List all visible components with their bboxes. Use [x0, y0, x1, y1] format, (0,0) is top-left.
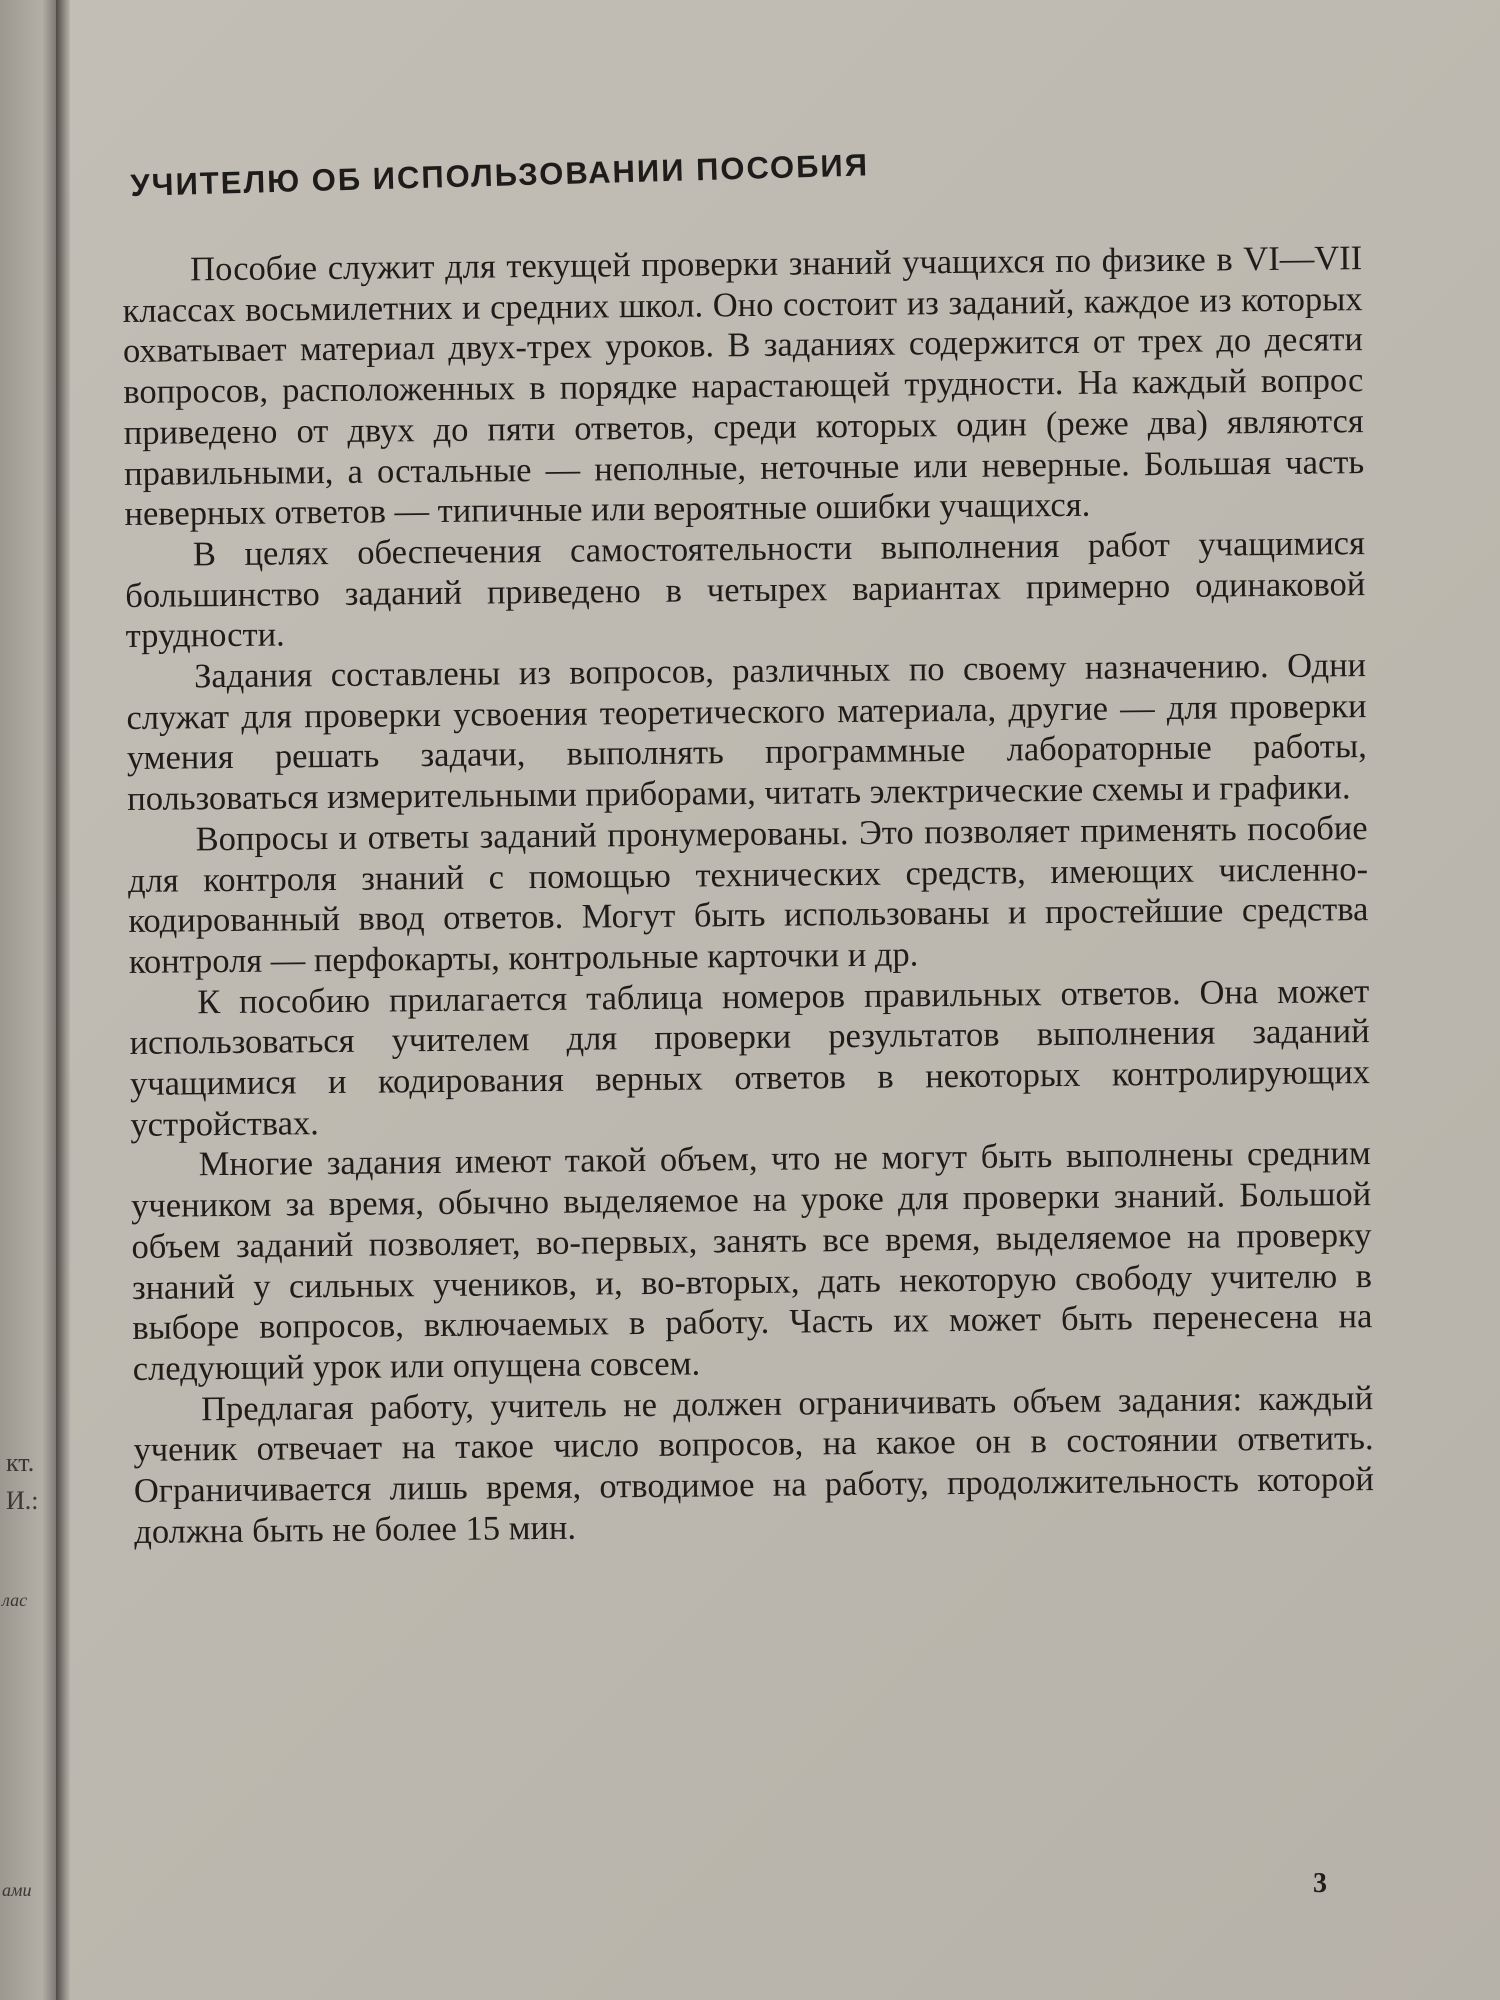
paragraph: Пособие служит для текущей проверки знаний учащихся по физике в VI—VII классах восьмилетних и средних школ. Оно состоит из заданий, каждое из которых охватывает материал двух-трех уроков. В заданиях содержится от трех до десяти вопросов, расположенных в порядке нарастающей трудности. На каждый вопрос приведено от двух до пяти ответов, среди которых один (реже два) являются правильными, а остальные — неполные, неточные или неверные. Большая часть неверных ответов — типичные или вероятные ошибки учащихся.	[122, 239, 1365, 534]
paragraph: Задания составлены из вопросов, различных по своему назначению. Одни служат для проверки усвоения теоретического материала, другие — для проверки умения решать задачи, выполнять программные лабораторные работы, пользоваться измерительными приборами, читать электрические схемы и графики.	[126, 646, 1368, 819]
paragraph: Предлагая работу, учитель не должен ограничивать объем задания: каждый ученик отвечает на такое число вопросов, на какое он в состоянии ответить. Ограничивается лишь время, отводимое на работу, продолжительность которой должна быть не более 15 мин.	[133, 1378, 1375, 1551]
book-page	[70, 0, 1500, 2000]
previous-page-fragment: И.:	[6, 1486, 39, 1515]
paragraph: Многие задания имеют такой объем, что не могут быть выполнены средним учеником за время, обычно выделяемое на уроке для проверки знаний. Большой объем заданий позволяет, во-первых, занять все время, выделяемое на проверку знаний у сильных учеников, и, во-вторых, дать некоторую свободу учителю в выборе вопросов, включаемых в работу. Часть их может быть перенесена на следующий урок или опущена совсем.	[130, 1134, 1373, 1388]
paragraph: К пособию прилагается таблица номеров правильных ответов. Она может использоваться учителем для проверки результатов выполнения заданий учащимися и кодирования верных ответов в некоторых контролирующих устройствах.	[129, 971, 1371, 1144]
body-text	[122, 238, 1374, 1552]
paragraph: Вопросы и ответы заданий пронумерованы. Это позволяет применять пособие для контроля знаний с помощью технических средств, имеющих численно-кодированный ввод ответов. Могут быть использованы и простейшие средства контроля — перфокарты, контрольные карточки и др.	[127, 808, 1369, 981]
previous-page-fragment: ами	[2, 1880, 32, 1900]
page-number: 3	[1313, 1868, 1327, 1899]
previous-page-fragment: кт.	[6, 1448, 35, 1477]
paragraph: В целях обеспечения самостоятельности выполнения работ учащимися большинство заданий приведено в четырех вариантах примерно одинаковой трудности.	[125, 524, 1366, 656]
previous-page-edge	[0, 0, 60, 2000]
book-gutter	[56, 0, 70, 2000]
previous-page-fragment: лас	[2, 1590, 28, 1610]
page-heading: УЧИТЕЛЮ ОБ ИСПОЛЬЗОВАНИИ ПОСОБИЯ	[130, 147, 870, 203]
